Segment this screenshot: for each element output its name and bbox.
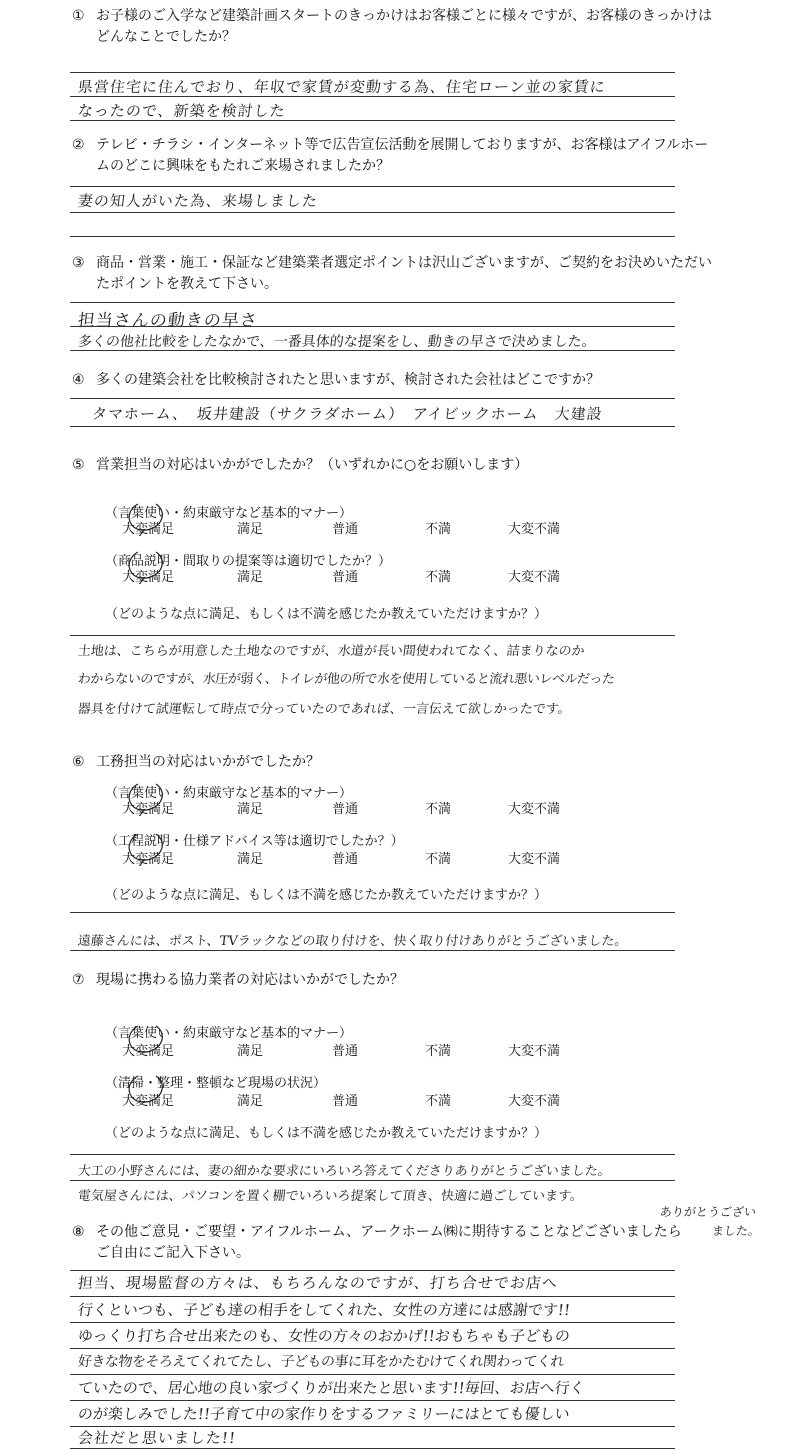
answer-line	[70, 1348, 675, 1349]
answer-text: 行くといつも、子ども達の相手をしてくれた、女性の方達には感謝です!!	[77, 1301, 571, 1319]
rating-caption: （清掃・整理・整頓など現場の状況）	[105, 1076, 327, 1091]
answer-text: 土地は、こちらが用意した土地なのですが、水道が長い間使われてなく、詰まりなのか	[77, 644, 586, 659]
answer-line	[70, 1270, 675, 1271]
rating-option[interactable]: 不満	[425, 1094, 452, 1109]
answer-text: 県営住宅に住んでおり、年収で家賃が変動する為、住宅ローン並の家賃に	[77, 78, 607, 96]
answer-line	[70, 350, 675, 351]
answer-line	[70, 950, 675, 951]
answer-line	[70, 1448, 675, 1449]
comment-caption: （どのような点に満足、もしくは不満を感じたか教えていただけますか？）	[105, 888, 548, 903]
rating-option[interactable]: 大変満足	[122, 1044, 175, 1059]
question-text: 商品・営業・施工・保証など建築業者選定ポイントは沢山ございますが、ご契約をお決めいただいたポイントを教えて下さい。	[96, 255, 712, 292]
rating-option[interactable]: 不満	[425, 522, 452, 537]
answer-text: 担当さんの動きの早さ	[76, 311, 259, 331]
answer-line	[70, 1154, 675, 1155]
answer-text: 多くの他社比較をしたなかで、一番具体的な提案をし、動きの早さで決めました。	[77, 334, 597, 350]
rating-caption: （言葉使い・約束厳守など基本的マナー）	[105, 1026, 353, 1041]
answer-line	[70, 326, 675, 327]
rating-option[interactable]: 普通	[332, 570, 359, 585]
question-number: ③	[72, 255, 85, 271]
rating-option[interactable]: 満足	[237, 852, 264, 867]
question-number: ⑧	[72, 1224, 85, 1240]
answer-line	[70, 1374, 675, 1375]
rating-option[interactable]: 大変不満	[508, 802, 561, 817]
answer-line	[70, 212, 675, 213]
comment-caption: （どのような点に満足、もしくは不満を感じたか教えていただけますか？）	[105, 607, 548, 622]
rating-option[interactable]: 大変不満	[508, 1094, 561, 1109]
answer-line	[70, 120, 675, 121]
rating-option[interactable]: 大変不満	[508, 852, 561, 867]
rating-option[interactable]: 大変不満	[508, 522, 561, 537]
selected-circle-mark	[118, 500, 174, 536]
answer-line	[70, 1400, 675, 1401]
question-text: 営業担当の対応はいかがでしたか？（いずれかに○をお願いします）	[96, 457, 529, 473]
answer-line	[70, 1180, 675, 1181]
answer-line	[70, 186, 675, 187]
question-text: 多くの建築会社を比較検討されたと思いますが、検討された会社はどこですか？	[96, 372, 600, 388]
rating-caption: （言葉使い・約束厳守など基本的マナー）	[105, 786, 353, 801]
rating-caption: （商品説明・間取りの提案等は適切でしたか？）	[105, 554, 392, 569]
answer-line	[70, 1296, 675, 1297]
answer-text: 遠藤さんには、ポスト、TVラックなどの取り付けを、快く取り付けありがとうございました。	[77, 934, 629, 949]
selected-circle-mark	[118, 548, 174, 584]
rating-option[interactable]: 大変不満	[508, 1044, 561, 1059]
rating-option[interactable]: 普通	[332, 1094, 359, 1109]
answer-line	[70, 96, 675, 97]
question-text: 工務担当の対応はいかがでしたか？	[96, 754, 320, 770]
rating-option[interactable]: 普通	[332, 1044, 359, 1059]
answer-text: 妻の知人がいた為、来場しました	[77, 192, 319, 210]
question-text: その他ご意見・ご要望・アイフルホーム、アークホーム㈱に期待することなどございましたらご自由にご記入下さい。	[96, 1224, 682, 1261]
question-number: ②	[72, 137, 85, 153]
selected-circle-mark	[118, 1072, 174, 1108]
rating-option[interactable]: 大変満足	[122, 522, 175, 537]
question-number: ⑤	[72, 457, 85, 473]
answer-text: 担当、現場監督の方々は、もちろんなのですが、打ち合せでお店へ	[77, 1274, 559, 1292]
answer-line	[70, 1322, 675, 1323]
question-number: ④	[72, 372, 85, 388]
question-number: ⑥	[72, 754, 85, 770]
answer-text: ゆっくり打ち合せ出来たのも、女性の方々のおかげ!!おもちゃも子どもの	[77, 1327, 571, 1345]
rating-option[interactable]: 普通	[332, 852, 359, 867]
answer-line	[70, 635, 675, 636]
rating-option[interactable]: 普通	[332, 802, 359, 817]
rating-option[interactable]: 不満	[425, 852, 452, 867]
answer-text: のが楽しみでした!!子育て中の家作りをするファミリーにはとても優しい	[77, 1405, 571, 1423]
answer-line	[70, 912, 675, 913]
answer-line	[70, 236, 675, 237]
answer-note: ありがとうござい	[659, 1205, 757, 1219]
answer-text: 電気屋さんには、パソコンを置く棚でいろいろ提案して頂き、快適に過ごしています。	[77, 1189, 584, 1204]
selected-circle-mark	[118, 1022, 174, 1058]
rating-option[interactable]: 不満	[425, 1044, 452, 1059]
comment-caption: （どのような点に満足、もしくは不満を感じたか教えていただけますか？）	[105, 1126, 548, 1141]
rating-option[interactable]: 大変満足	[122, 852, 175, 867]
question-number: ⑦	[72, 972, 85, 988]
rating-option[interactable]: 普通	[332, 522, 359, 537]
answer-line	[70, 302, 675, 303]
rating-option[interactable]: 大変不満	[508, 570, 561, 585]
answer-note: ました。	[711, 1224, 761, 1238]
rating-option[interactable]: 満足	[237, 522, 264, 537]
rating-option[interactable]: 満足	[237, 1044, 264, 1059]
answer-text: ていたので、居心地の良い家づくりが出来たと思います!!毎回、お店へ行く	[77, 1379, 586, 1397]
rating-option[interactable]: 不満	[425, 802, 452, 817]
rating-option[interactable]: 大変満足	[122, 570, 175, 585]
answer-text: 大工の小野さんには、妻の細かな要求にいろいろ答えてくださりありがとうございました。	[77, 1164, 612, 1179]
rating-option[interactable]: 満足	[237, 802, 264, 817]
rating-option[interactable]: 不満	[425, 570, 452, 585]
question-text: 現場に携わる協力業者の対応はいかがでしたか？	[96, 972, 404, 988]
answer-text: 好きな物をそろえてくれてたし、子どもの事に耳をかたむけてくれ関わってくれ	[77, 1354, 565, 1370]
answer-text: なったので、新築を検討した	[77, 102, 287, 120]
answer-text: タマホーム、 坂井建設（サクラダホーム） アイビックホーム 大建設	[91, 405, 604, 423]
answer-line	[70, 72, 675, 73]
rating-caption: （言葉使い・約束厳守など基本的マナー）	[105, 506, 353, 521]
answer-text: 会社だと思いました!!	[77, 1429, 237, 1447]
selected-circle-mark	[118, 830, 174, 866]
question-text: テレビ・チラシ・インターネット等で広告宣伝活動を展開しておりますが、お客様はアイフルホームのどこに興味をもたれご来場されましたか？	[96, 137, 709, 174]
answer-text: わからないのですが、水圧が弱く、トイレが他の所で水を使用していると流れ悪いレベルだった	[77, 672, 616, 687]
rating-option[interactable]: 大変満足	[122, 1094, 175, 1109]
rating-option[interactable]: 満足	[237, 1094, 264, 1109]
rating-option[interactable]: 満足	[237, 570, 264, 585]
rating-option[interactable]: 大変満足	[122, 802, 175, 817]
answer-line	[70, 426, 675, 427]
rating-caption: （工程説明・仕様アドバイス等は適切でしたか？）	[105, 834, 404, 849]
question-text: お子様のご入学など建築計画スタートのきっかけはお客様ごとに様々ですが、お客様のきっかけはどんなことでしたか？	[96, 8, 712, 45]
answer-text: 器具を付けて試運転して時点で分っていたのであれば、一言伝えて欲しかったです。	[77, 702, 572, 717]
answer-line	[70, 398, 675, 399]
question-number: ①	[72, 8, 85, 24]
selected-circle-mark	[118, 780, 174, 816]
